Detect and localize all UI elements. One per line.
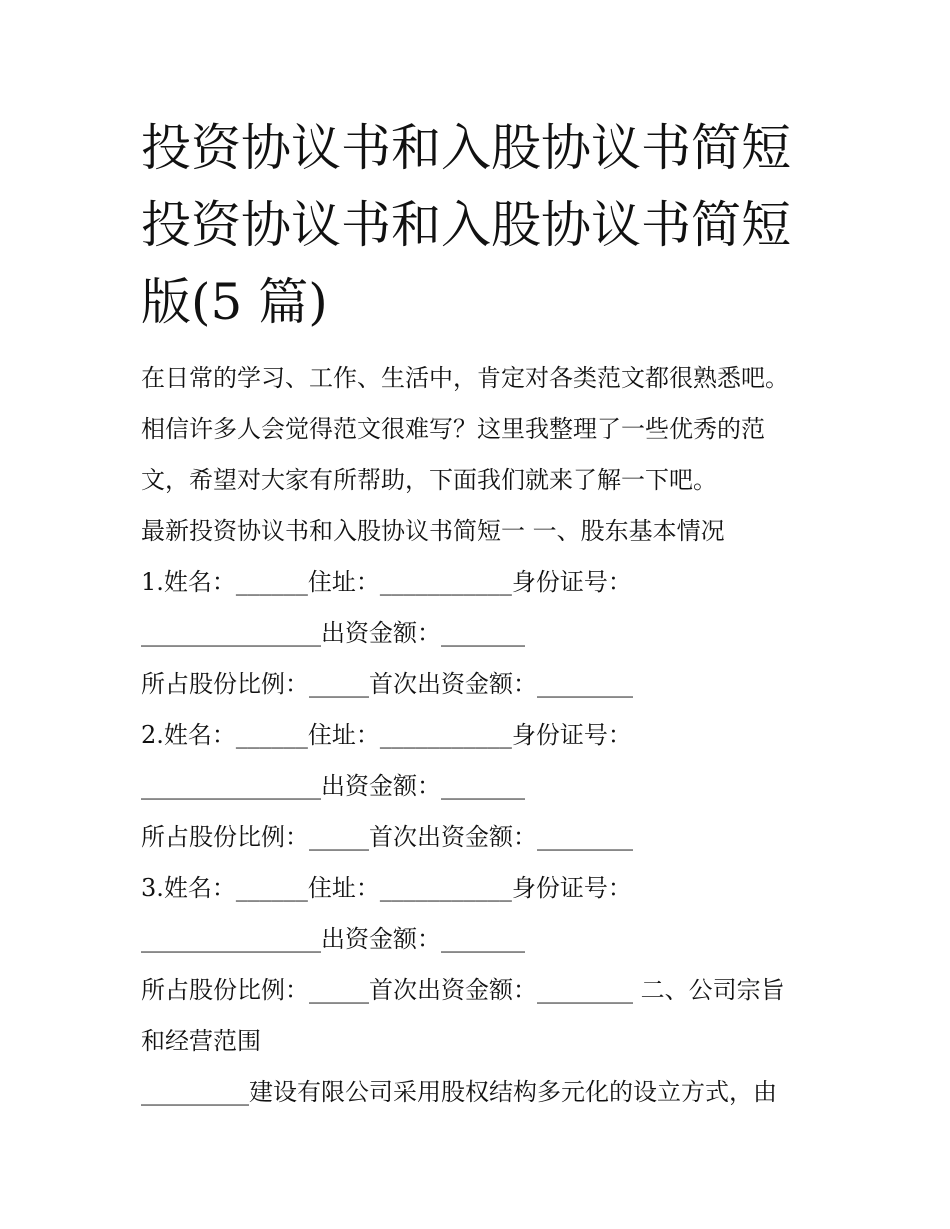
section-heading: 最新投资协议书和入股协议书简短一 一、股东基本情况: [141, 517, 725, 545]
title-line: 投资协议书和入股协议书简短: [141, 119, 791, 177]
shareholder-1-name-line: 1.姓名：______住址：___________身份证号：: [141, 568, 632, 596]
shareholder-3-share-line: 所占股份比例：_____首次出资金额：________ 二、公司宗旨: [141, 976, 785, 1004]
paragraph-line: _________建设有限公司采用股权结构多元化的设立方式，由: [141, 1078, 777, 1106]
intro-line: 相信许多人会觉得范文很难写？这里我整理了一些优秀的范: [141, 415, 765, 443]
intro-line: 在日常的学习、工作、生活中，肯定对各类范文都很熟悉吧。: [141, 364, 789, 392]
shareholder-1-id-line: _______________出资金额：_______: [141, 619, 525, 647]
title-line: 投资协议书和入股协议书简短: [141, 196, 791, 254]
document-body: [141, 353, 821, 1118]
document-title: [141, 110, 841, 341]
shareholder-1-share-line: 所占股份比例：_____首次出资金额：________: [141, 670, 633, 698]
shareholder-3-id-line: _______________出资金额：_______: [141, 925, 525, 953]
intro-line: 文，希望对大家有所帮助，下面我们就来了解一下吧。: [141, 466, 717, 494]
section-heading-line: 和经营范围: [141, 1027, 261, 1055]
shareholder-2-id-line: _______________出资金额：_______: [141, 772, 525, 800]
shareholder-2-name-line: 2.姓名：______住址：___________身份证号：: [141, 721, 632, 749]
shareholder-2-share-line: 所占股份比例：_____首次出资金额：________: [141, 823, 633, 851]
title-line: 版(5 篇): [141, 273, 328, 331]
shareholder-3-name-line: 3.姓名：______住址：___________身份证号：: [141, 874, 632, 902]
